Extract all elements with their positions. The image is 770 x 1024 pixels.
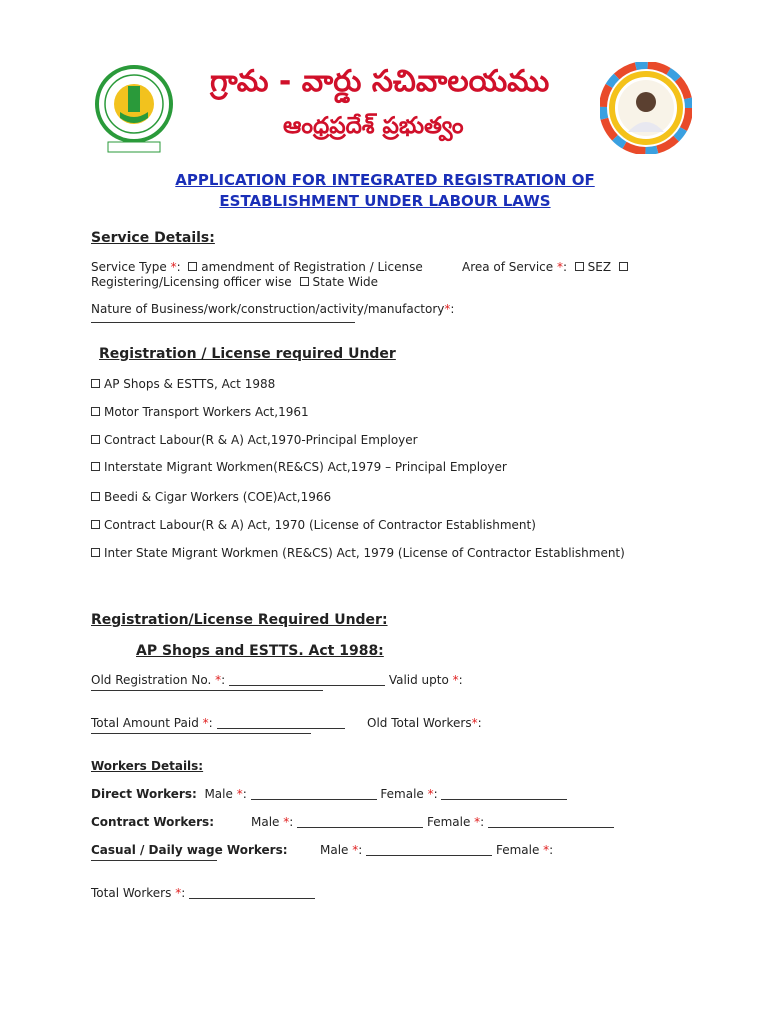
area-of-service-row: Area of Service *: SEZ — [462, 260, 632, 274]
required-marker: * — [471, 716, 478, 730]
required-marker: * — [202, 716, 209, 730]
act-checkbox[interactable] — [91, 379, 100, 388]
registration-license-heading: Registration/License Required Under: — [91, 612, 388, 628]
act-label: Contract Labour(R & A) Act,1970-Principal Employer — [104, 433, 418, 447]
service-type-label: Service Type — [91, 260, 167, 274]
contract-workers-row — [91, 815, 214, 829]
act-checkbox[interactable] — [91, 520, 100, 529]
act-item[interactable] — [91, 518, 536, 532]
registration-required-heading: Registration / License required Under — [99, 346, 396, 362]
officer-wise-option-label: Registering/Licensing officer wise — [91, 275, 292, 289]
ap-government-seal-icon — [94, 62, 174, 158]
valid-upto-input-line[interactable] — [91, 690, 323, 691]
state-wide-option-label: State Wide — [312, 275, 379, 289]
act-label: Beedi & Cigar Workers (COE)Act,1966 — [104, 490, 332, 504]
casual-female-input-line[interactable] — [91, 860, 217, 861]
required-marker: * — [557, 260, 563, 274]
required-marker: * — [427, 787, 434, 801]
act-checkbox[interactable] — [91, 435, 100, 444]
navaratnalu-emblem-icon — [600, 62, 692, 154]
total-amount-label: Total Amount Paid — [91, 716, 199, 730]
casual-workers-fields: Male *: Female *: — [320, 843, 554, 857]
male-label: Male — [204, 787, 233, 801]
amendment-option-label: amendment of Registration / License — [201, 260, 423, 274]
required-marker: * — [170, 260, 177, 274]
nature-of-business-input-line[interactable] — [91, 322, 355, 323]
act-label: Interstate Migrant Workmen(RE&CS) Act,1979 – Principal Employer — [104, 460, 507, 474]
required-marker: * — [444, 302, 451, 316]
casual-workers-row — [91, 843, 288, 857]
female-label: Female — [426, 815, 471, 829]
required-marker: * — [474, 815, 481, 829]
total-workers-row: Total Workers *: — [91, 886, 315, 900]
contract-workers-fields: Male *: Female *: — [251, 815, 614, 829]
old-total-workers-label: Old Total Workers — [367, 716, 472, 730]
male-label: Male — [251, 815, 280, 829]
sez-checkbox[interactable] — [575, 262, 584, 271]
area-of-service-label: Area of Service — [462, 260, 554, 274]
act-label: AP Shops & ESTTS, Act 1988 — [104, 377, 276, 391]
required-marker: * — [452, 673, 459, 687]
service-details-heading: Service Details: — [91, 230, 215, 246]
act-item[interactable] — [91, 405, 309, 419]
area-options-row — [91, 275, 378, 289]
ap-shops-subheading: AP Shops and ESTTS. Act 1988: — [136, 643, 384, 659]
amendment-checkbox[interactable] — [188, 262, 197, 271]
female-label: Female — [380, 787, 424, 801]
contract-workers-label: Contract Workers: — [91, 815, 214, 829]
valid-upto-label: Valid upto — [388, 673, 449, 687]
old-total-workers-row: Old Total Workers*: — [367, 716, 482, 730]
nature-of-business-label: Nature of Business/work/construction/activity/manufactory — [91, 302, 445, 316]
act-label: Contract Labour(R & A) Act, 1970 (License of Contractor Establishment) — [104, 518, 536, 532]
workers-details-heading: Workers Details: — [91, 759, 204, 773]
total-workers-label: Total Workers — [91, 886, 172, 900]
nature-of-business-row: Nature of Business/work/construction/activity/manufactory*: — [91, 302, 455, 316]
contract-female-input[interactable] — [488, 816, 614, 828]
required-marker: * — [543, 843, 550, 857]
header-telugu-title: గ్రామ - వార్డు సచివాలయము — [210, 64, 550, 99]
act-label: Inter State Migrant Workmen (RE&CS) Act, 1979 (License of Contractor Establishment) — [104, 546, 625, 560]
required-marker: * — [175, 886, 182, 900]
act-checkbox[interactable] — [91, 462, 100, 471]
old-registration-label: Old Registration No. — [91, 673, 212, 687]
contract-male-input[interactable] — [297, 816, 423, 828]
act-item[interactable] — [91, 490, 331, 504]
casual-workers-label: Casual / Daily wage Workers: — [91, 843, 288, 857]
sez-option-label: SEZ — [587, 260, 612, 274]
act-item[interactable] — [91, 460, 507, 474]
required-marker: * — [236, 787, 243, 801]
female-label: Female — [495, 843, 540, 857]
required-marker: * — [283, 815, 290, 829]
total-workers-input[interactable] — [189, 887, 315, 899]
officer-wise-checkbox[interactable] — [619, 262, 628, 271]
form-title-line-2: ESTABLISHMENT UNDER LABOUR LAWS — [219, 192, 551, 210]
act-item[interactable] — [91, 546, 625, 560]
casual-male-input[interactable] — [366, 844, 492, 856]
header-telugu-subtitle: ఆంధ్రప్రదేశ్ ప్రభుత్వం — [283, 113, 464, 139]
act-item[interactable] — [91, 433, 418, 447]
form-title-line-1: APPLICATION FOR INTEGRATED REGISTRATION OF — [175, 171, 595, 189]
act-label: Motor Transport Workers Act,1961 — [104, 405, 309, 419]
old-registration-row: Old Registration No. *: Valid upto *: — [91, 673, 463, 687]
state-wide-checkbox[interactable] — [300, 277, 309, 286]
service-type-row: Service Type *: amendment of Registration / License — [91, 260, 423, 274]
direct-workers-row: Direct Workers: Male *: Female *: — [91, 787, 567, 801]
required-marker: * — [352, 843, 359, 857]
act-checkbox[interactable] — [91, 548, 100, 557]
direct-workers-label: Direct Workers: — [91, 787, 197, 801]
total-amount-input[interactable] — [217, 717, 345, 729]
required-marker: * — [215, 673, 222, 687]
act-checkbox[interactable] — [91, 407, 100, 416]
act-checkbox[interactable] — [91, 492, 100, 501]
male-label: Male — [320, 843, 349, 857]
direct-female-input[interactable] — [441, 788, 567, 800]
direct-male-input[interactable] — [251, 788, 377, 800]
act-item[interactable] — [91, 377, 275, 391]
old-registration-input[interactable] — [229, 674, 385, 686]
total-amount-row: Total Amount Paid *: — [91, 716, 345, 730]
old-total-workers-input-line[interactable] — [91, 733, 311, 734]
